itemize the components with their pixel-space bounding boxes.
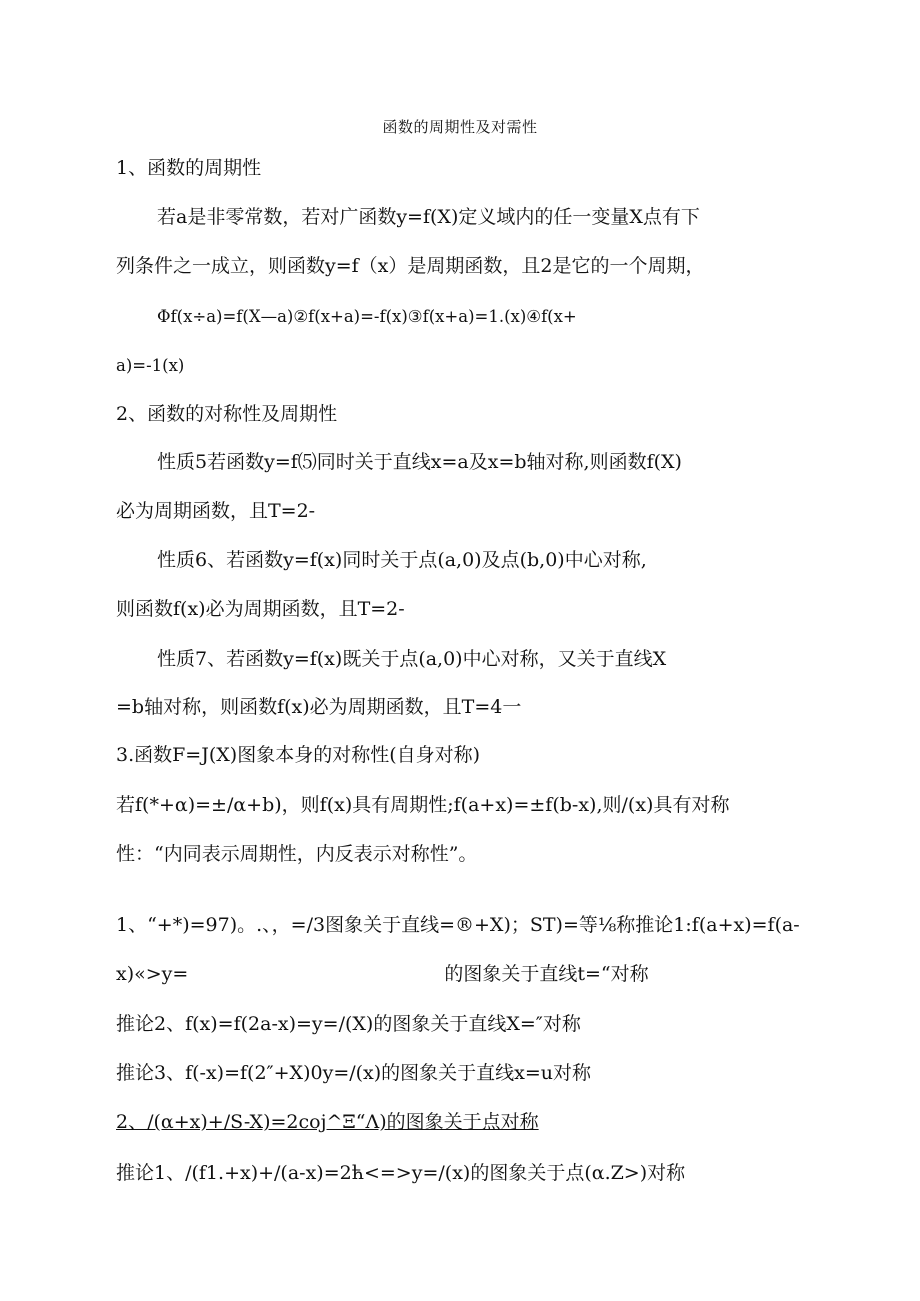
property-5-line: 必为周期函数，且T=2- (116, 500, 316, 522)
item-2-line: 2、/(α+x)+/S-X)=2coj^Ξ“Λ)的图象关于点对称 (116, 1111, 539, 1133)
section-2-heading: 2、函数的对称性及周期性 (116, 403, 338, 425)
property-6-line: 性质6、若函数y=f(x)同时关于点(a,0)及点(b,0)中心对称, (157, 549, 647, 571)
section-1-heading: 1、函数的周期性 (116, 157, 262, 179)
formula-fragment: x)«>y= (116, 963, 189, 985)
formula-line: Φf(x÷a)=f(X—a)②f(x+a)=-f(x)③f(x+a)=1.(x)④f(x+ (157, 307, 577, 326)
corollary-2-line: 推论2、f(x)=f(2a-x)=y=/(X)的图象关于直线X=″对称 (116, 1013, 581, 1035)
property-7-line: =b轴对称，则函数f(x)必为周期函数，且T=4一 (116, 696, 522, 718)
property-5-line: 性质5若函数y=f⑸同时关于直线x=a及x=b轴对称,则函数f(X) (157, 451, 682, 473)
corollary-1-line: 推论1、/(f1.+x)+/(a-x)=2ћ<=>y=/(x)的图象关于点(α.Z>)对称 (116, 1162, 686, 1184)
property-6-line: 则函数f(x)必为周期函数，且T=2- (116, 598, 405, 620)
page-title: 函数的周期性及对需性 (382, 118, 538, 136)
item-1-line (116, 962, 649, 986)
property-7-line: 性质7、若函数y=f(x)既关于点(a,0)中心对称，又关于直线X (157, 648, 667, 670)
paragraph-line: 列条件之一成立，则函数y=f（x）是周期函数，且2是它的一个周期， (116, 255, 705, 277)
item-1-line: 1、“+*)=97)。.、，=/3图象关于直线=®+X)；ST)=等⅛称推论1:f(a+x)=f(a- (116, 914, 800, 936)
corollary-3-line: 推论3、f(-x)=f(2″+X)0y=/(x)的图象关于直线x=u对称 (116, 1062, 592, 1084)
formula-line: a)=-1(x) (116, 356, 185, 375)
formula-fragment: 的图象关于直线t=“对称 (444, 963, 649, 985)
section-3-heading: 3.函数F=J(X)图象本身的对称性(自身对称) (116, 744, 481, 766)
paragraph-line: 性：“内同表示周期性，内反表示对称性”。 (116, 843, 478, 865)
paragraph-line: 若f(*+α)=±/α+b)，则f(x)具有周期性;f(a+x)=±f(b-x),则/(x)具有对称 (116, 794, 730, 816)
paragraph-line: 若a是非零常数，若对广函数y=f(X)定义域内的任一变量X点有下 (157, 206, 700, 228)
